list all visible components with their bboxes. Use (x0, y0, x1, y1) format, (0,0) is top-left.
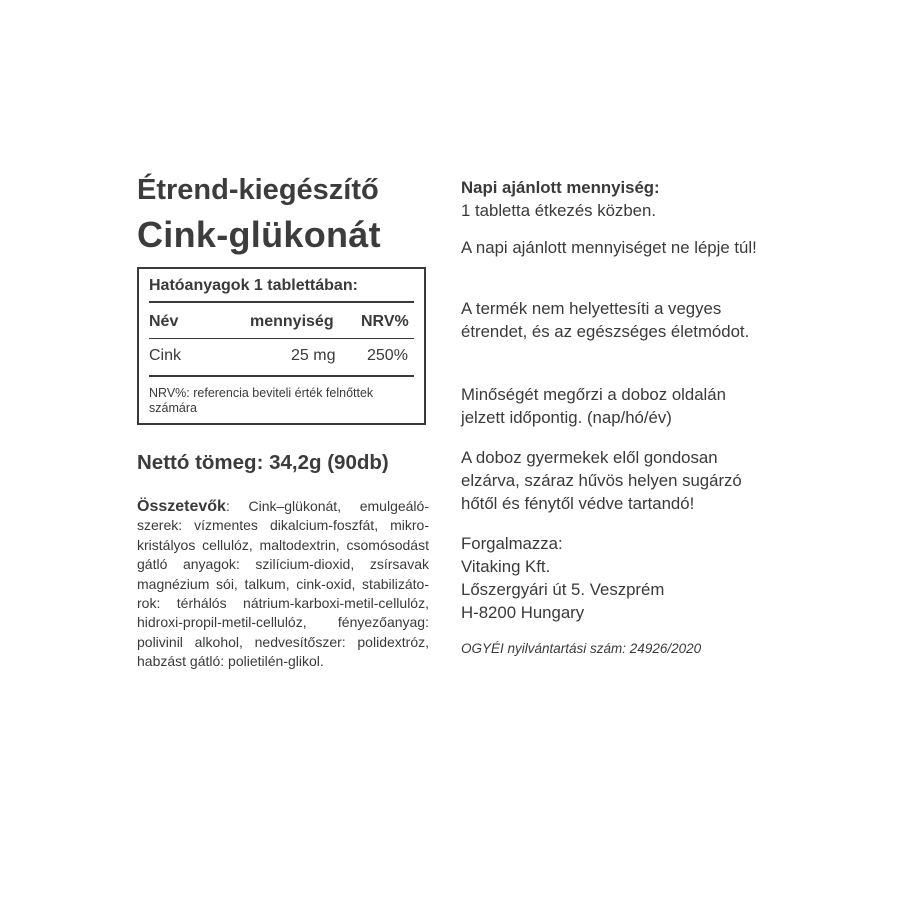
storage-instructions: A doboz gyermekek elől gondosan elzárva, száraz hűvös helyen sugárzó hőtől és fénytől védve tartandó! (461, 448, 742, 513)
product-category-title: Étrend-kiegészítő (137, 174, 379, 206)
distributor-company: Vitaking Kft. (461, 557, 551, 576)
nrv-footnote: NRV%: referencia beviteli érték felnőttek számára (149, 386, 374, 415)
distributor-address: Lőszergyári út 5. Veszprém (461, 580, 665, 599)
distributor-postal: H-8200 Hungary (461, 603, 585, 622)
product-name-title: Cink-glükonát (137, 214, 381, 255)
dosage-text: 1 tabletta étkezés közben. (461, 201, 656, 220)
table-divider (149, 375, 414, 377)
dosage-heading: Napi ajánlott mennyiség: (461, 178, 660, 197)
column-header-name: Név (149, 313, 179, 330)
row-name-cink: Cink (149, 347, 182, 364)
active-ingredients-heading: Hatóanyagok 1 tablettában: (149, 277, 358, 294)
dose-warning: A napi ajánlott mennyiséget ne lépje túl! (461, 238, 757, 257)
distributor-block (461, 532, 761, 624)
ingredients-paragraph (137, 497, 429, 672)
ingredients-text: : Cink–glükonát, emulgeálószerek: vízmentes dikalcium-foszfát, mikrokristályos cellulóz, maltodextrin, csomósodást gátló anyagok: szilícium-dioxid, zsírsavak magnézium sói, talkum, cink-oxid, stabilizátorok: térhálós nátrium-karboxi-metil-cellulóz, hidroxi-propil-metil-cellulóz, fényezőanyag: polivinil alkohol, nedvesítőszer: polidextróz, habzást gátló: polietilén-glikol. (137, 498, 429, 670)
distributor-label: Forgalmazza: (461, 534, 563, 553)
best-before-note: Minőségét megőrzi a doboz oldalán jelzett időpontig. (nap/hó/év) (461, 385, 726, 427)
column-header-nrv: NRV% (361, 313, 409, 330)
table-divider (149, 301, 414, 303)
column-header-amount: mennyiség (250, 313, 334, 330)
row-nrv-cink: 250% (367, 347, 408, 364)
ingredients-label: Összetevők (137, 498, 226, 515)
table-divider (149, 338, 414, 339)
active-ingredients-table (137, 267, 426, 425)
diet-warning: A termék nem helyettesíti a vegyes étrendet, és az egészséges életmódot. (461, 299, 750, 341)
dosage-block (461, 176, 761, 222)
net-weight: Nettó tömeg: 34,2g (90db) (137, 451, 389, 474)
row-amount-cink: 25 mg (291, 347, 336, 364)
registration-number: OGYÉI nyilvántartási szám: 24926/2020 (461, 641, 702, 656)
